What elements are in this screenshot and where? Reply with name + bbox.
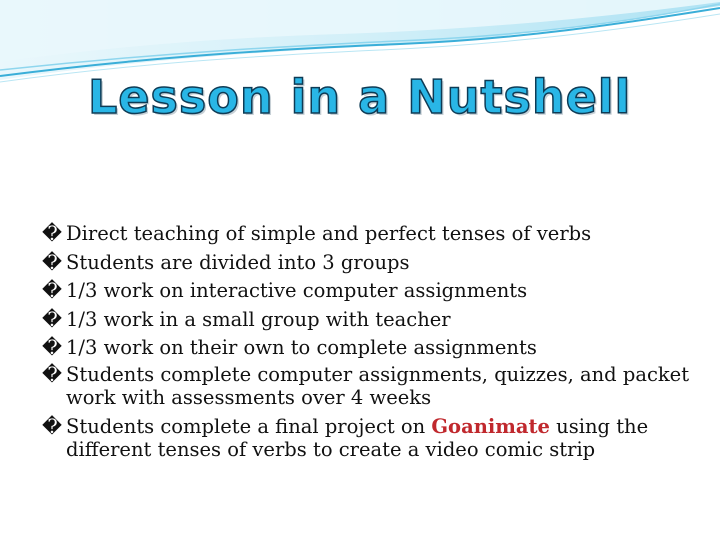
list-item	[42, 249, 702, 278]
slide-title: Lesson in a Nutshell	[88, 70, 632, 124]
list-item	[42, 334, 702, 363]
bullet-text-after: using the different tenses of verbs to create a video comic strip	[66, 414, 649, 461]
bullet-text: Students complete computer assignments, quizzes, and packet work with assessments over 4 weeks	[66, 362, 690, 409]
bullet-list	[42, 220, 702, 467]
list-item	[42, 220, 702, 249]
bullet-glyph: �	[42, 307, 62, 331]
bullet-text: 1/3 work on their own to complete assignments	[66, 336, 537, 359]
bullet-text: Direct teaching of simple and perfect tenses of verbs	[66, 222, 592, 245]
bullet-glyph: �	[42, 250, 62, 274]
bullet-glyph: �	[42, 222, 62, 245]
bullet-glyph: �	[42, 414, 62, 438]
list-item	[42, 363, 702, 409]
goanimate-highlight: Goanimate	[431, 414, 550, 438]
bullet-glyph: �	[42, 279, 62, 302]
bullet-text: Students are divided into 3 groups	[66, 250, 410, 274]
bullet-text: 1/3 work in a small group with teacher	[66, 307, 451, 331]
list-item	[42, 415, 702, 461]
list-item	[42, 306, 702, 335]
bullet-text: 1/3 work on interactive computer assignments	[66, 279, 528, 302]
bullet-text-before: Students complete a final project on	[66, 414, 432, 438]
list-item	[42, 277, 702, 306]
bullet-glyph: �	[42, 362, 62, 386]
bullet-glyph: �	[42, 336, 62, 359]
